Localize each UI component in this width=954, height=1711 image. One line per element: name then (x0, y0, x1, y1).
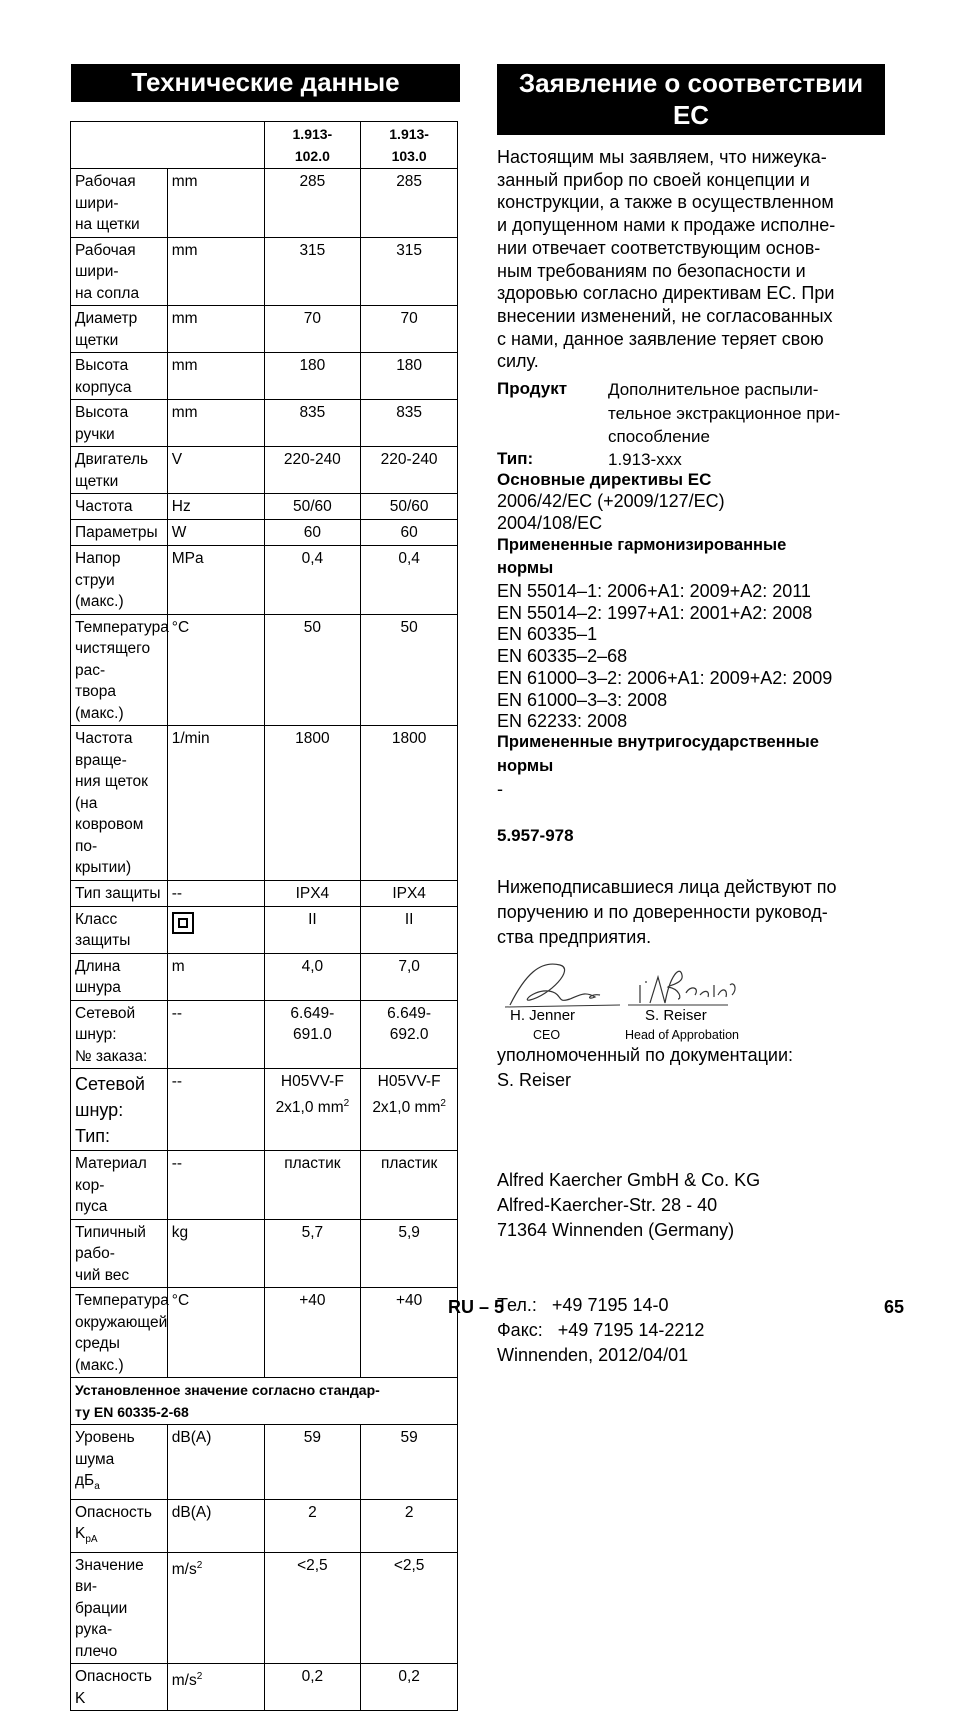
national-value: - (497, 779, 503, 799)
row-value-model-2: 5,9 (361, 1219, 458, 1288)
row-unit (167, 906, 264, 953)
table-row (71, 880, 458, 906)
technical-data-table (70, 121, 458, 1711)
row-unit: kg (167, 1219, 264, 1288)
row-value-model-1: 60 (264, 520, 361, 546)
row-value-model-2: 1800 (361, 726, 458, 881)
row-unit: -- (167, 880, 264, 906)
national-label-1: Примененные внутригосударственные (497, 733, 819, 751)
intro-line: Настоящим мы заявляем, что нижеука- (497, 147, 827, 167)
table-row (71, 447, 458, 494)
row-label: Опасность $K_{pA}$ (71, 1499, 168, 1552)
row-value-model-2: 59 (361, 1425, 458, 1500)
signer1-title: CEO (533, 1028, 561, 1042)
company-address: Alfred Kaercher GmbH & Co. KG Alfred-Kaercher-Str. 28 - 40 71364 Winnenden (Germany) Тел.: +49 7195 14-0 Факс: +49 7195 14-2212 Winnenden, 2012/04/01 (497, 1170, 761, 1365)
table-header-model-2: 1.913- 103.0 (361, 122, 458, 169)
authorized-person: уполномоченный по документации: S. Reiser (497, 1045, 794, 1090)
row-unit: $m/s^2$ (167, 1552, 264, 1664)
table-row (71, 306, 458, 353)
intro-line: и допущенном нами к продаже исполне- (497, 215, 836, 236)
intro-line: внесении изменений, не согласованных (497, 305, 833, 326)
harmonized-norm: EN 55014–1: 2006+A1: 2009+A2: 2011 (497, 581, 811, 601)
row-unit: $m/s^2$ (167, 1664, 264, 1711)
row-value-model-2: 7,0 (361, 953, 458, 1000)
table-row (71, 953, 458, 1000)
table-row (71, 520, 458, 546)
row-value-model-1: 0,2 (264, 1664, 361, 1711)
footer-section-number: RU – 5 (448, 1297, 505, 1317)
table-row (71, 494, 458, 520)
type-value: 1.913-xxx (608, 450, 682, 469)
ec-declaration-heading (497, 64, 885, 135)
row-unit: mm (167, 353, 264, 400)
row-label: Уровень шума $дБ_a$ (71, 1425, 168, 1500)
row-value-model-2: 315 (361, 237, 458, 306)
table-row (71, 1000, 458, 1069)
table-row (71, 614, 458, 726)
table-row (71, 1552, 458, 1664)
intro-line: занный прибор по своей концепции и (497, 169, 810, 190)
row-value-model-1: 285 (264, 169, 361, 238)
row-label: Опасность K (71, 1664, 168, 1711)
row-unit: Hz (167, 494, 264, 520)
table-section-title: Установленное значение согласно стандар- ту EN 60335-2-68 (71, 1378, 458, 1425)
row-value-model-1: 6.649- 691.0 (264, 1000, 361, 1069)
intro-line: ным требованиям по безопасности и (497, 260, 806, 281)
row-value-model-1: +40 (264, 1288, 361, 1378)
directive-1: 2006/42/EC (+2009/127/EC) (497, 491, 725, 511)
national-label-2: нормы (497, 757, 554, 775)
row-value-model-2: 6.649- 692.0 (361, 1000, 458, 1069)
row-label: Тип защиты (71, 880, 168, 906)
row-label: Значение ви- брации рука- плечо (71, 1552, 168, 1664)
row-label: Напор струи (макс.) (71, 546, 168, 615)
protection-class-icon (172, 912, 194, 934)
product-label: Продукт (497, 379, 568, 398)
row-label: Двигатель щетки (71, 447, 168, 494)
intro-line: силу. (497, 351, 539, 372)
row-label: Частота враще- ния щеток (на ковровом по- крытии) (71, 726, 168, 881)
row-label: Температура окружающей среды (макс.) (71, 1288, 168, 1378)
row-value-model-1: IPX4 (264, 880, 361, 906)
harmonized-norm: EN 55014–2: 1997+A1: 2001+A2: 2008 (497, 602, 813, 623)
row-label: Типичный рабо- чий вес (71, 1219, 168, 1288)
signers-text: Нижеподписавшиеся лица действуют по поручению и по доверенности руковод- ства предприятия. (497, 877, 837, 947)
ec-declaration-heading-line1: Заявление о соответствии (518, 68, 864, 98)
row-unit: W (167, 520, 264, 546)
row-value-model-2: 70 (361, 306, 458, 353)
signatures-image (500, 955, 740, 1013)
row-value-model-2: пластик (361, 1151, 458, 1220)
row-unit: dB(A) (167, 1425, 264, 1500)
row-label: Длина шнура (71, 953, 168, 1000)
row-unit: V (167, 447, 264, 494)
harmonized-norm: EN 62233: 2008 (497, 711, 628, 732)
table-row (71, 1288, 458, 1378)
row-value-model-1: <2,5 (264, 1552, 361, 1664)
row-label: Сетевой шнур: № заказа: (71, 1000, 168, 1069)
row-value-model-1: 180 (264, 353, 361, 400)
row-unit: mm (167, 306, 264, 353)
row-unit: °C (167, 1288, 264, 1378)
row-unit: -- (167, 1151, 264, 1220)
harmonized-norm: EN 61000–3–2: 2006+A1: 2009+A2: 2009 (497, 667, 833, 688)
row-value-model-1: 1800 (264, 726, 361, 881)
row-value-model-1: 2 (264, 1499, 361, 1552)
intro-line: нии отвечает соответствующим основ- (497, 237, 821, 258)
signer1-name: H. Jenner (510, 1007, 576, 1024)
row-unit: mm (167, 237, 264, 306)
row-value-model-2: H05VV-F 2x1,0 $mm^2$ (361, 1069, 458, 1151)
row-label: Высота корпуса (71, 353, 168, 400)
row-value-model-2: +40 (361, 1288, 458, 1378)
table-row (71, 1069, 458, 1151)
table-row (71, 353, 458, 400)
row-value-model-2: 2 (361, 1499, 458, 1552)
row-value-model-2: 50 (361, 614, 458, 726)
row-unit: -- (167, 1000, 264, 1069)
row-unit: mm (167, 400, 264, 447)
row-label: Рабочая шири- на щетки (71, 169, 168, 238)
signer2-name: S. Reiser (645, 1007, 707, 1024)
row-value-model-1: 70 (264, 306, 361, 353)
row-value-model-2: 180 (361, 353, 458, 400)
row-label: Температура чистящего рас- твора (макс.) (71, 614, 168, 726)
table-row (71, 726, 458, 881)
row-value-model-2: 285 (361, 169, 458, 238)
table-row (71, 169, 458, 238)
intro-line: с нами, данное заявление теряет свою (497, 328, 824, 349)
row-label: Диаметр щетки (71, 306, 168, 353)
signer2-title: Head of Approbation (625, 1028, 739, 1042)
table-header-blank (71, 122, 265, 169)
table-row (71, 400, 458, 447)
row-unit: dB(A) (167, 1499, 264, 1552)
row-unit: m (167, 953, 264, 1000)
directives-label: Основные директивы ЕС (497, 470, 712, 489)
row-value-model-1: 50/60 (264, 494, 361, 520)
row-value-model-1: 0,4 (264, 546, 361, 615)
row-value-model-2: 0,2 (361, 1664, 458, 1711)
row-value-model-1: 835 (264, 400, 361, 447)
row-value-model-2: 220-240 (361, 447, 458, 494)
document-number: 5.957-978 (497, 826, 574, 845)
intro-line: здоровью согласно директивам ЕС. При (497, 283, 835, 304)
product-value: Дополнительное распыли- тельное экстракционное при- способление (608, 380, 841, 446)
harmonized-norm: EN 60335–1 (497, 624, 598, 645)
row-value-model-1: 315 (264, 237, 361, 306)
table-row (71, 1151, 458, 1220)
table-row (71, 237, 458, 306)
row-value-model-2: II (361, 906, 458, 953)
row-label: Сетевой шнур: Тип: (71, 1069, 168, 1151)
intro-line: конструкции, а также в осуществленном (497, 192, 834, 213)
declaration-intro (497, 146, 889, 373)
row-label: Класс защиты (71, 906, 168, 953)
row-value-model-1: 4,0 (264, 953, 361, 1000)
row-value-model-1: 59 (264, 1425, 361, 1500)
row-value-model-2: 60 (361, 520, 458, 546)
row-value-model-1: 5,7 (264, 1219, 361, 1288)
row-value-model-1: пластик (264, 1151, 361, 1220)
row-value-model-1: II (264, 906, 361, 953)
row-value-model-2: <2,5 (361, 1552, 458, 1664)
harmonized-norm: EN 60335–2–68 (497, 646, 628, 667)
harmonized-label-2: нормы (497, 559, 554, 577)
row-label: Высота ручки (71, 400, 168, 447)
table-row (71, 1425, 458, 1500)
row-unit: MPa (167, 546, 264, 615)
harmonized-label-1: Примененные гармонизированные (497, 536, 787, 554)
row-unit: -- (167, 1069, 264, 1151)
footer-page-number: 65 (884, 1297, 905, 1317)
row-label: Рабочая шири- на сопла (71, 237, 168, 306)
table-row (71, 1664, 458, 1711)
table-header-model-1: 1.913- 102.0 (264, 122, 361, 169)
ec-declaration-heading-line2: ЕС (672, 100, 710, 130)
row-label: Материал кор- пуса (71, 1151, 168, 1220)
row-value-model-1: 50 (264, 614, 361, 726)
technical-data-heading: Технические данные (71, 64, 460, 102)
row-unit: 1/min (167, 726, 264, 881)
directive-2: 2004/108/EC (497, 513, 603, 533)
harmonized-norm: EN 61000–3–3: 2008 (497, 689, 668, 710)
row-value-model-2: 835 (361, 400, 458, 447)
table-row (71, 1219, 458, 1288)
table-header-row (71, 122, 458, 169)
table-row (71, 906, 458, 953)
row-value-model-2: 50/60 (361, 494, 458, 520)
row-unit: mm (167, 169, 264, 238)
row-value-model-1: 220-240 (264, 447, 361, 494)
row-label: Частота (71, 494, 168, 520)
table-row (71, 1499, 458, 1552)
row-unit: °C (167, 614, 264, 726)
row-value-model-2: IPX4 (361, 880, 458, 906)
type-label: Тип: (497, 449, 534, 468)
row-label: Параметры (71, 520, 168, 546)
row-value-model-1: H05VV-F 2x1,0 $mm^2$ (264, 1069, 361, 1151)
row-value-model-2: 0,4 (361, 546, 458, 615)
table-row (71, 546, 458, 615)
table-section-row (71, 1378, 458, 1425)
